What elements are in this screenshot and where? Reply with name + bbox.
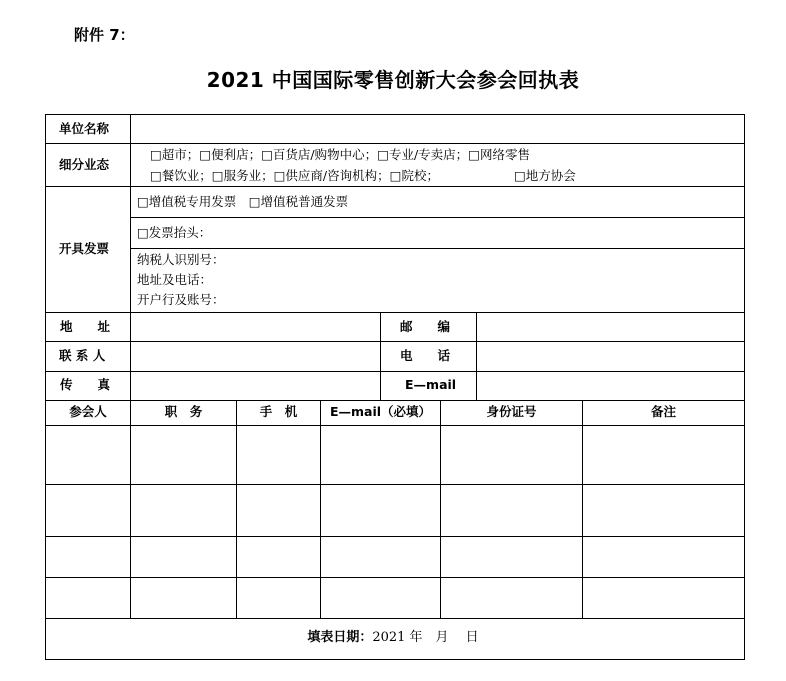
col-line [380, 312, 381, 400]
col-header-mobile: 手 机 [259, 404, 298, 419]
col-header-position: 职 务 [164, 404, 203, 419]
bank-account-label: 开户行及账号： [137, 292, 225, 307]
label-segment: 细分业态 [59, 157, 110, 172]
row-line [45, 400, 745, 401]
taxpayer-id-label: 纳税人识别号： [137, 252, 225, 267]
label-invoice: 开具发票 [59, 241, 110, 256]
label-email: E—mail [405, 377, 457, 392]
attachment-label: 附件 7： [74, 26, 135, 44]
email-input[interactable] [477, 372, 743, 400]
label-fax: 传 真 [60, 377, 111, 392]
row-line [45, 186, 745, 187]
participant-row[interactable] [46, 578, 744, 618]
participant-row[interactable] [46, 537, 744, 577]
col-line [130, 114, 131, 312]
participant-row[interactable] [46, 485, 744, 536]
border-line [744, 114, 745, 660]
col-header-participant: 参会人 [69, 404, 107, 419]
row-line [130, 217, 745, 218]
label-postcode: 邮 编 [400, 319, 451, 334]
segment-options-row2[interactable]: □餐饮业；□服务业；□供应商/咨询机构；□院校； [150, 168, 439, 183]
address-phone-label: 地址及电话： [137, 272, 213, 287]
postcode-input[interactable] [477, 313, 743, 341]
participant-row[interactable] [46, 426, 744, 484]
col-header-id-number: 身份证号 [486, 404, 537, 419]
invoice-header-option[interactable]: □发票抬头： [137, 225, 212, 240]
fill-date-value[interactable]: 2021 年 月 日 [372, 630, 479, 645]
label-unit-name: 单位名称 [59, 121, 110, 136]
fax-input[interactable] [131, 372, 379, 400]
contact-input[interactable] [131, 342, 379, 371]
label-contact: 联 系 人 [59, 348, 106, 363]
fill-date [0, 630, 786, 646]
row-line [45, 143, 745, 144]
row-line [45, 618, 745, 619]
address-input[interactable] [131, 313, 379, 341]
phone-input[interactable] [477, 342, 743, 371]
border-line [45, 659, 745, 660]
col-header-email: E—mail（必填） [329, 404, 432, 419]
row-line [130, 248, 745, 249]
label-phone: 电 话 [400, 348, 451, 363]
segment-option-local-association[interactable]: □地方协会 [514, 168, 576, 183]
unit-name-input[interactable] [131, 115, 743, 143]
fill-date-label: 填表日期： [307, 630, 373, 645]
invoice-type-options[interactable]: □增值税专用发票 □增值税普通发票 [137, 194, 349, 209]
segment-options-row1[interactable]: □超市；□便利店；□百货店/购物中心；□专业/专卖店；□网络零售 [150, 147, 530, 162]
label-address: 地 址 [60, 319, 111, 334]
page-title: 2021 中国国际零售创新大会参会回执表 [206, 68, 580, 92]
col-header-remarks: 备注 [650, 404, 676, 419]
